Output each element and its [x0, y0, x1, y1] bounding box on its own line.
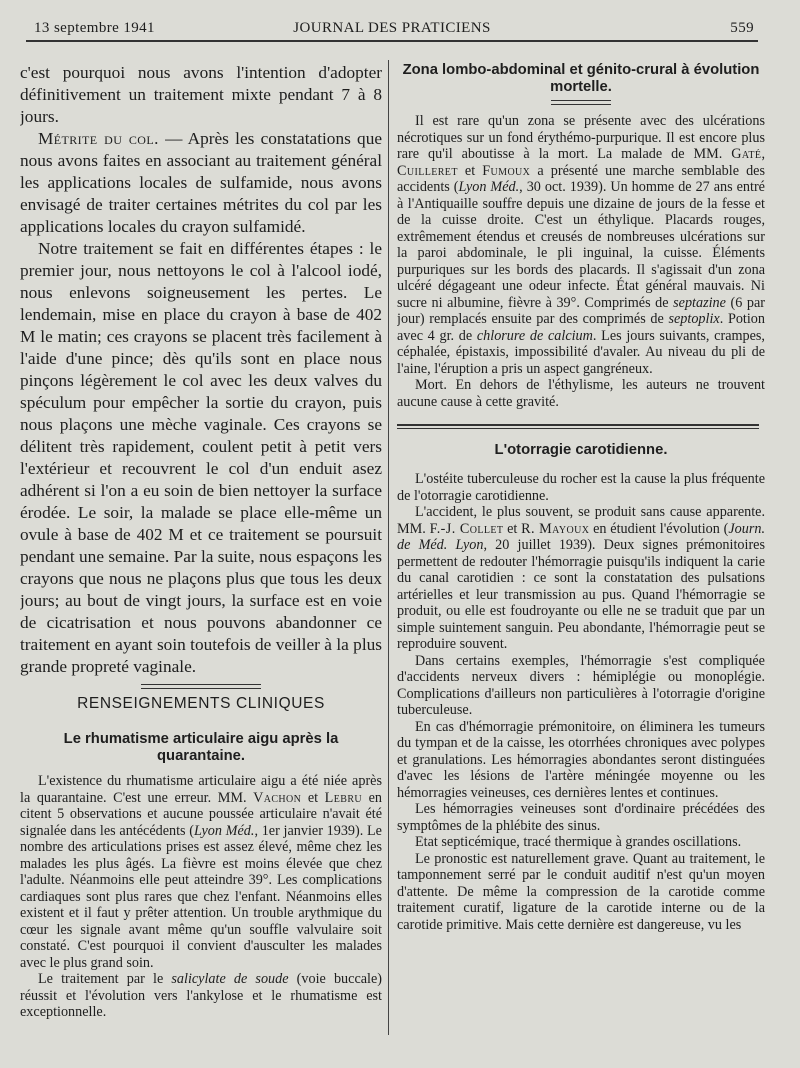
procedure-paragraph: Notre traitement se fait en différentes étapes : le premier jour, nous nettoyons le col à l'alcool iodé, nous enlevons soigneusement les pertes. Le lendemain, mise en place du crayon à base de 402 M le matin; ces crayons se placent très facilement à l'aide d'une pince; dès qu'ils sont en place nous pinçons légèrement le col avec les deux valves du spéculum pour empêcher la sortie du crayon, puis nous plaçons une mèche vaginale. Ces crayons se délitent très rapidement, coulent petit à petit vers l'extérieur et recouvrent le col d'un enduit asez adhérent si l'on a eu soin de bien nettoyer la surface érodée. Le soir, la malade se place elle-même un ovule à base de 402 M et ce traitement se poursuit pendant une semaine. Par la suite, nous espaçons les crayons que nous ne plaçons plus que tous les deux jours; au bout de vingt jours, la surface est en voie de cicatrisation et nous pouvons abandonner ce traitement en ayant soin toutefois de veiller à la plus grande propreté vaginale. — [20, 239, 382, 676]
text-segment: L'existence du rhumatisme articulaire aigu a été niée après la quarantaine. C'est une erreur. MM. — [20, 773, 382, 806]
rhumatisme-paragraph-1 — [20, 773, 382, 971]
text-segment: en étudient l'évolution ( — [589, 520, 729, 537]
article-title-zona: Zona lombo-abdominal et génito-crural à évolution mortelle. — [402, 62, 760, 95]
text-segment: , 1er janvier 1939). Le nombre des articulations prises est assez élevé, même chez les malades les plus âgés. La fièvre est moins élevée que chez l'adulte. Néanmoins elle peut atteindre 39°. Les complications cardiaques sont plus rares que chez l'enfant. Néanmoins elles existent et il faut y prêter attention. Un trouble arythmique du cœur les signale avant même qu'un souffle valvulaire soit constaté. C'est pourquoi il convient d'ausculter les malades avec le plus grand soin. — [20, 822, 382, 971]
drug-name: septoplix — [668, 311, 720, 327]
otorragie-paragraph-5: Les hémorragies veineuses sont d'ordinaire précédées des symptômes de la phlébite des sinus. — [397, 801, 765, 834]
text-segment: et — [503, 520, 522, 537]
author-name: R. Mayoux — [521, 520, 590, 537]
article-title-rhumatisme: Le rhumatisme articulaire aigu après la quarantaine. — [63, 731, 339, 764]
author-name: Cuilleret — [397, 162, 458, 179]
text-segment: a présenté une marche semblable des accidents ( — [397, 162, 765, 195]
metrite-title: Métrite du col. — [38, 129, 159, 148]
otorragie-paragraph-1: L'ostéite tuberculeuse du rocher est la cause la plus fréquente de l'otorragie carotidienne. — [397, 471, 765, 504]
text-segment: , 20 juillet 1939). Deux signes prémonitoires permettent de redouter l'hémorragie puisqu'ils indiquent la carie du canal carotidien : ce sont la constatation des pulsations artérielles et leur transmission au pus. Quand l'hémorragie se produit, ou elle est foudroyante ou elle ne se traduit que par un simple suintement sanguin. Peu abondante, l'hémorragie peut se reproduire souvent. — [397, 537, 765, 652]
text-segment: en citent 5 observations et aucune poussée articulaire n'avait été signalée dans les antécédents ( — [20, 789, 382, 839]
author-name: F.-J. Collet — [429, 520, 504, 537]
metrite-text: — Après les constatations que nous avons faites en associant au traitement général les applications locales de sulfamide, nous avons envisagé de traiter certaines métrites du col par les applications locales du crayon sulfamidé. — [20, 129, 382, 236]
rhumatisme-paragraph-2 — [20, 971, 382, 1021]
journal-title: JOURNAL DES PRATICIENS — [293, 20, 491, 36]
left-column — [20, 62, 382, 1062]
issue-date: 13 septembre 1941 — [34, 20, 155, 36]
right-column — [397, 62, 765, 1062]
author-name: Lebru — [324, 789, 363, 806]
drug-name: chlorure de calcium — [476, 327, 593, 344]
author-name: Fumoux — [482, 162, 531, 179]
section-heading: RENSEIGNEMENTS CLINIQUES — [77, 695, 325, 712]
otorragie-paragraph-7: Le pronostic est naturellement grave. Quant au traitement, le tamponnement serré par le conduit auditif n'est qu'un moyen d'attente. De même la compression de la carotide comme traitement curatif, ligature de la carotide interne ou de la carotide primitive. Mais cette dernière est dangereuse, vu les — [397, 850, 765, 933]
zona-paragraph-2: Mort. En dehors de l'éthylisme, les auteurs ne trouvent aucune cause à cette gravité. — [397, 377, 765, 410]
author-name: Gaté — [731, 146, 762, 162]
zona-paragraph-1: Il est rare qu'un zona se présente avec des ulcérations nécrotiques sur un fond érythémo-purpurique. Il est encore plus rare qu'il aboutisse à la mort. La malade de MM. Gaté, Cuilleret et Fumoux a présenté une marche semblable des accidents (Lyon Méd., 30 oct. 1939). Un homme de 27 ans entré à l'Antiquaille souffre depuis une dizaine de jours de la fesse et de la cuisse droite. C'est un éthylique. Placards rouges, extrêmement étendus et creusés de nombreuses ulcérations sur la paroi abdominale, le pli inguinal, la cuisse. Éléments purpuriques sur les bords des placards. Il s'agissait d'un zona ulcéré dégageant une odeur infecte. État général mauvais. Ni sucre ni albumine, fièvre à 39°. Comprimés de septazine (6 par jour) remplacés ensuite par des comprimés de septoplix. Potion avec 4 gr. de chlorure de calcium. Les jours suivants, crampes, céphalée, épistaxis, impossibilité d'avaler. Au niveau du pli de l'aine, l'éruption a pris un aspect gangréneux. — [397, 113, 765, 377]
otorragie-paragraph-4: En cas d'hémorragie prémonitoire, on éliminera les tumeurs du tympan et de la caisse, les otorrhées chroniques avec polypes et granulations. Les hémorragies abondantes seront distinguées d'avec les lésions de l'artère méningée moyenne ou les hémorragies veineuses, ces dernières lentes et continues. — [397, 718, 765, 801]
text-segment: L'accident, le plus souvent, se produit sans cause apparente. MM. — [397, 504, 765, 537]
text-segment: (voie buccale) réussit et l'évolution vers l'ankylose et le rhumatisme est exceptionnelle. — [20, 971, 382, 1020]
metrite-paragraph — [20, 128, 382, 238]
text-segment: . Les jours suivants, crampes, céphalée, épistaxis, impossibilité d'avaler. Au niveau du pli de l'aine, l'éruption a pris un aspect gangréneux. — [397, 327, 765, 377]
journal-reference: Lyon Méd. — [194, 822, 255, 839]
journal-reference: Lyon Méd. — [458, 179, 520, 195]
text-segment: , 30 oct. 1939). Un homme de 27 ans entré à l'Antiquaille souffre depuis une dizaine de jours de la fesse et de la cuisse droite. C'est un éthylique. Placards rouges, extrêmement étendus et creusés de nombreuses ulcérations sur la paroi abdominale, le pli inguinal, la cuisse. Éléments purpuriques sur les bords des placards. Il s'agissait d'un zona ulcéré dégageant une odeur infecte. État général mauvais. Ni sucre ni albumine, fièvre à 39°. Comprimés de — [397, 179, 765, 311]
article-title-otorragie: L'otorragie carotidienne. — [494, 442, 668, 458]
article-separator — [397, 424, 759, 426]
page-header — [26, 14, 758, 42]
otorragie-paragraph-3: Dans certains exemples, l'hémorragie s'est compliquée d'accidents nerveux divers : hémiplégie ou monoplégie. Complications d'ailleurs non particulières à l'otorragie d'origine tuberculeuse. — [397, 652, 765, 718]
author-name: Vachon — [253, 789, 302, 806]
article-separator-thin — [397, 428, 759, 432]
intro-paragraph: c'est pourquoi nous avons l'intention d'adopter définitivement un traitement mixte pendant 7 à 8 jours. — [20, 63, 382, 126]
page-number: 559 — [730, 20, 754, 36]
title-rule — [551, 100, 611, 105]
drug-name: salicylate de soude — [171, 971, 289, 987]
text-segment: . Potion avec 4 gr. de — [397, 311, 765, 344]
text-segment: Il est rare qu'un zona se présente avec des ulcérations nécrotiques sur un fond érythémo-purpurique. Il est encore plus rare qu'il aboutisse à la mort. La malade de MM. — [397, 113, 765, 162]
drug-name: septazine — [673, 294, 726, 311]
otorragie-paragraph-2 — [397, 504, 765, 653]
text-segment: (6 par jour) remplacés ensuite par des comprimés de — [397, 294, 765, 327]
text-segment: Le traitement par le — [38, 971, 172, 987]
journal-reference: Journ. de Méd. Lyon — [397, 520, 765, 553]
otorragie-paragraph-6: Etat septicémique, tracé thermique à grandes oscillations. — [415, 834, 742, 850]
text-segment: et — [301, 789, 325, 806]
column-divider — [388, 60, 389, 1035]
section-rule — [141, 684, 261, 689]
